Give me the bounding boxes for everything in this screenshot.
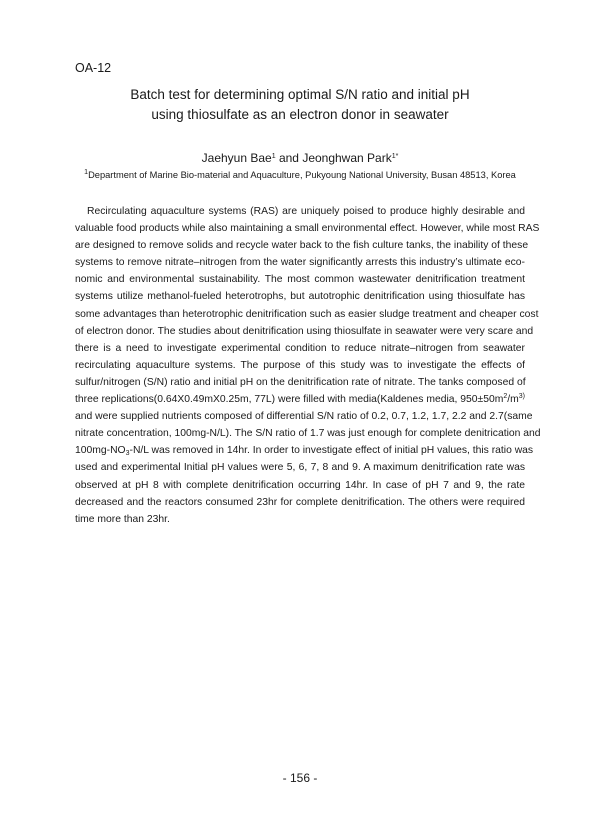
author-name: and Jeonghwan Park: [275, 151, 392, 165]
abstract-line: nomic and environmental sustainability. The most common wastewater denitrification treatment: [75, 274, 525, 286]
superscript: 3): [518, 393, 525, 401]
author-affiliation-mark: 1: [271, 153, 276, 160]
abstract-line: systems utilize methanol-fueled heterotrophs, but autotrophic denitrification using thiosulfate has: [75, 291, 525, 303]
affiliation: [0, 170, 600, 180]
author-name: Jaehyun Bae: [201, 151, 272, 165]
page-number: - 156 -: [282, 771, 318, 785]
abstract-line: are designed to remove solids and recycle water back to the fish culture tanks, the inability of these: [75, 240, 529, 252]
subscript: 3: [125, 450, 130, 458]
abstract-line: [75, 391, 525, 408]
paper-title: [0, 85, 600, 125]
abstract-text: -N/L was removed in 14hr. In order to investigate effect of initial pH values, this ratio was: [129, 445, 534, 457]
affiliation-mark: 1: [84, 169, 89, 176]
abstract-line: of electron donor. The studies about denitrification using thiosulfate in seawater were very scare and: [75, 325, 534, 337]
abstract-line: recirculating aquaculture systems. The purpose of this study was to investigate the effects of: [75, 359, 525, 371]
author-affiliation-mark: 1*: [391, 153, 399, 160]
abstract-line: observed at pH 8 with complete denitrification occurring 14hr. In case of pH 7 and 9, the rate: [75, 479, 525, 491]
abstract-line: systems to remove nitrate–nitrogen from the water significantly arrests this industry’s ultimate eco-: [75, 257, 525, 269]
abstract-line: some advantages than heterotrophic denitrification such as easier sludge treatment and cheaper cost: [75, 308, 539, 320]
abstract-line: valuable food products while also maintaining a small environmental effect. However, while most RAS: [75, 223, 540, 235]
abstract-line: time more than 23hr.: [75, 513, 170, 525]
abstract-line: sulfur/nitrogen (S/N) ratio and initial pH on the denitrification rate of nitrate. The tanks composed of: [75, 376, 526, 388]
title-line-2: using thiosulfate as an electron donor in seawater: [151, 107, 449, 122]
abstract-line: and were supplied nutrients composed of differential S/N ratio of 0.2, 0.7, 1.2, 1.7, 2.2 and 2.7(same: [75, 411, 533, 423]
abstract-line: nitrate concentration, 100mg-N/L). The S/N ratio of 1.7 was just enough for complete denitrication and: [75, 428, 541, 440]
superscript: 2: [503, 393, 508, 401]
abstract-line: [75, 442, 534, 459]
abstract-text: 100mg-NO: [75, 445, 126, 457]
abstract-text: three replications(0.64X0.49mX0.25m, 77L) were filled with media(Kaldenes media, 950±50m: [75, 394, 504, 406]
abstract-line: there is a need to investigate experimental condition to reduce nitrate–nitrogen from seawater: [75, 342, 525, 354]
abstract-line: Recirculating aquaculture systems (RAS) are uniquely poised to produce highly desirable and: [87, 206, 525, 217]
title-line-1: Batch test for determining optimal S/N ratio and initial pH: [130, 87, 470, 102]
affiliation-text: Department of Marine Bio-material and Aquaculture, Pukyoung National University, Busan 48513, Korea: [88, 170, 516, 180]
author-list: [0, 151, 600, 165]
abstract-code: OA-12: [75, 61, 112, 75]
abstract-line: decreased and the reactors consumed 23hr for complete denitrification. The others were required: [75, 496, 525, 508]
abstract-line: used and experimental Initial pH values were 5, 6, 7, 8 and 9. A maximum denitrification rate was: [75, 462, 525, 474]
abstract-body: [75, 203, 541, 528]
abstract-text: /m: [507, 394, 519, 406]
